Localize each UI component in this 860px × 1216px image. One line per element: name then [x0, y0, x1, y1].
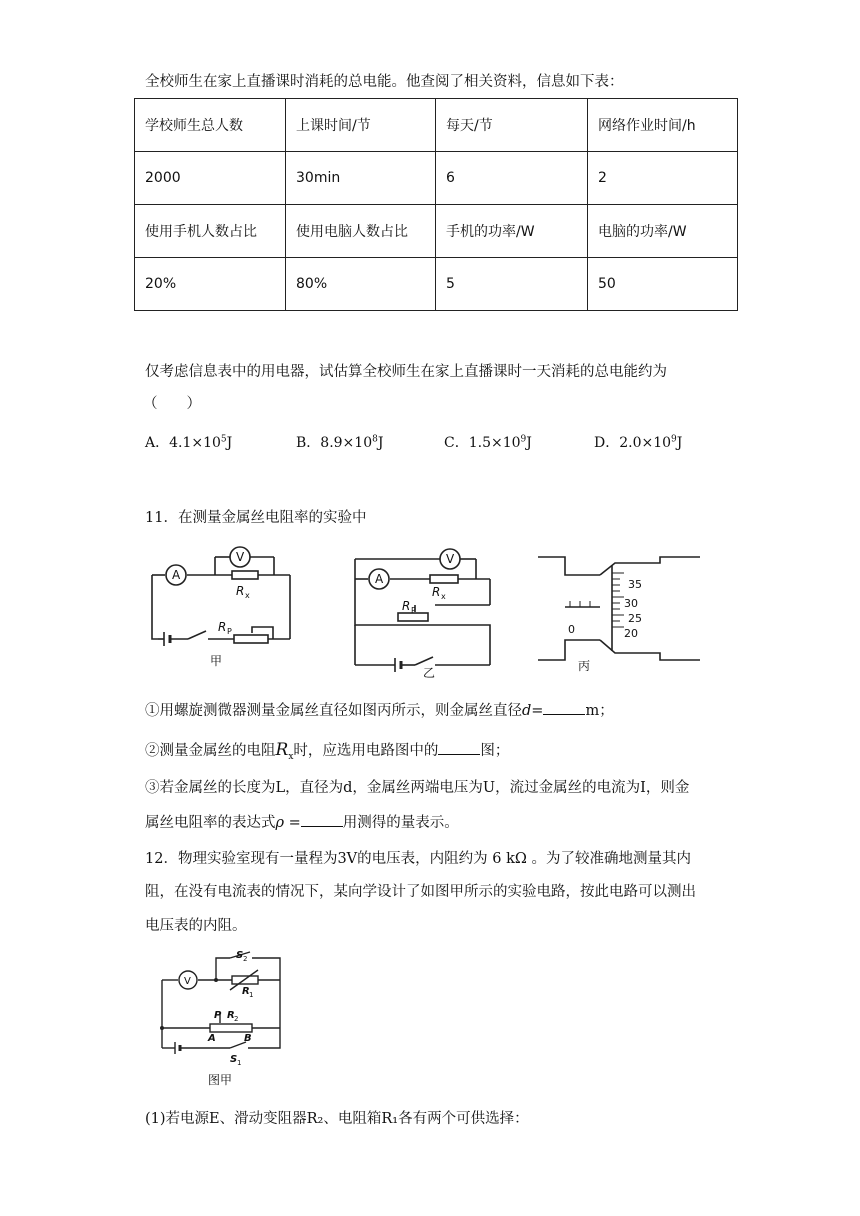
- option-a-exp: 5: [220, 434, 227, 445]
- rx-label-yi: R: [432, 585, 441, 599]
- fig12-s1-sub: 1: [237, 1059, 242, 1067]
- option-c-unit: J: [526, 435, 532, 451]
- answer-blank[interactable]: [438, 740, 480, 755]
- q11-part2-text2: 时，应选用电路图中的: [293, 743, 439, 759]
- q11-part2: [145, 740, 509, 767]
- fig12-s2: S: [236, 950, 244, 961]
- ammeter-label-jia: A: [172, 568, 181, 582]
- option-b-exp: 8: [372, 434, 378, 445]
- answer-blank[interactable]: [301, 812, 343, 827]
- table-cell: 5: [436, 258, 588, 311]
- rx-label-jia: R: [236, 584, 245, 598]
- table-cell: 手机的功率/W: [436, 205, 588, 258]
- q12-part1: (1)若电源E、滑动变阻器R₂、电阻箱R₁各有两个可供选择：: [145, 1111, 529, 1127]
- rx-subscript: x: [288, 751, 294, 762]
- table-cell: 2: [588, 152, 738, 205]
- table-cell: 使用电脑人数占比: [286, 205, 436, 258]
- table-cell: 使用手机人数占比: [135, 205, 286, 258]
- fig12-r2-sub: 2: [234, 1015, 239, 1023]
- table-cell: 学校师生总人数: [135, 99, 286, 152]
- rx-sub-yi: x: [441, 592, 446, 601]
- ammeter-label-yi: A: [375, 572, 384, 586]
- table-row: [135, 152, 738, 205]
- table-cell: 6: [436, 152, 588, 205]
- scale-20: 20: [624, 627, 638, 640]
- fig12-voltmeter: V: [184, 976, 191, 987]
- q10-stem: 仅考虑信息表中的用电器，试估算全校师生在家上直播课时一天消耗的总电能约为: [145, 364, 667, 380]
- info-table: [134, 98, 738, 311]
- q11-part2-text: ②测量金属丝的电阻: [145, 743, 276, 759]
- q11-title: 11．在测量金属丝电阻率的实验中: [145, 510, 367, 526]
- fig12-r1: R: [242, 986, 250, 997]
- fig12-caption: 图甲: [208, 1073, 233, 1087]
- rx-symbol: R: [275, 740, 289, 760]
- figure-12: [150, 948, 290, 1088]
- table-cell: 电脑的功率/W: [588, 205, 738, 258]
- option-c[interactable]: [444, 432, 532, 452]
- table-cell: 每天/节: [436, 99, 588, 152]
- option-d[interactable]: [594, 432, 682, 452]
- scale-30: 30: [624, 597, 638, 610]
- intro-text: 全校师生在家上直播课时消耗的总电能。他查阅了相关资料，信息如下表：: [145, 74, 624, 90]
- fig12-s2-sub: 2: [243, 955, 248, 963]
- q11-part1-eq: =: [531, 703, 544, 719]
- table-cell: 50: [588, 258, 738, 311]
- rx-sub-jia: x: [245, 591, 250, 600]
- table-row: [135, 205, 738, 258]
- table-cell: 上课时间/节: [286, 99, 436, 152]
- option-a-base: A．4.1×10: [145, 435, 221, 451]
- option-d-base: D．2.0×10: [594, 435, 672, 451]
- q11-part3-line2: [145, 812, 459, 833]
- fig12-s1: S: [230, 1054, 238, 1065]
- table-row: [135, 258, 738, 311]
- table-cell: 网络作业时间/h: [588, 99, 738, 152]
- q11-part1-unit: m；: [585, 703, 614, 719]
- option-c-base: C．1.5×10: [444, 435, 521, 451]
- q11-part2-end: 图；: [480, 743, 510, 759]
- scale-zero: 0: [568, 623, 575, 636]
- table-cell: 2000: [135, 152, 286, 205]
- q11-part1: [145, 700, 614, 721]
- scale-25: 25: [628, 612, 642, 625]
- option-b-unit: J: [377, 435, 384, 451]
- fig12-a: A: [208, 1033, 216, 1044]
- fig12-r2: R: [227, 1010, 235, 1021]
- answer-blank[interactable]: [543, 700, 585, 715]
- rp-sub-jia: P: [227, 627, 232, 636]
- option-b[interactable]: [296, 432, 383, 452]
- table-cell: 30min: [286, 152, 436, 205]
- option-d-unit: J: [676, 435, 683, 451]
- q11-part1-var: d: [522, 703, 532, 719]
- voltmeter-label-jia: V: [236, 550, 245, 564]
- q12-line2: 阻，在没有电流表的情况下，某向学设计了如图甲所示的实验电路，按此电路可以测出: [145, 884, 696, 900]
- fig12-r1-sub: 1: [249, 991, 254, 999]
- q11-part1-text: ①用螺旋测微器测量金属丝直径如图丙所示，则金属丝直径: [145, 703, 522, 719]
- q12-line1: 12．物理实验室现有一量程为3V的电压表，内阻约为 6 kΩ 。为了较准确地测量其内: [145, 851, 692, 867]
- caption-jia: 甲: [210, 654, 223, 668]
- figure-11: [140, 545, 700, 680]
- fig12-p: P: [214, 1010, 222, 1021]
- caption-yi: 乙: [423, 666, 436, 680]
- scale-35: 35: [628, 578, 642, 591]
- voltmeter-label-yi: V: [446, 552, 455, 566]
- option-b-base: B．8.9×10: [296, 435, 373, 451]
- q10-paren: （ ）: [143, 396, 201, 412]
- table-cell: 20%: [135, 258, 286, 311]
- q11-part3-text: 属丝电阻率的表达式: [145, 815, 276, 831]
- q11-part3-line1: ③若金属丝的长度为L，直径为d，金属丝两端电压为U，流过金属丝的电流为I，则金: [145, 780, 690, 796]
- caption-bing: 丙: [578, 659, 591, 673]
- option-d-exp: 9: [671, 434, 677, 445]
- rp-sub-yi: P: [411, 606, 416, 615]
- option-a[interactable]: [145, 432, 232, 452]
- option-c-exp: 9: [520, 434, 527, 445]
- option-a-unit: J: [226, 435, 233, 451]
- q11-part3-end: 用测得的量表示。: [342, 815, 459, 831]
- q12-line3: 电压表的内阻。: [145, 918, 247, 934]
- rp-label-yi: R: [402, 599, 411, 613]
- rho-symbol: ρ =: [275, 815, 301, 831]
- table-row: [135, 99, 738, 152]
- table-cell: 80%: [286, 258, 436, 311]
- fig12-b: B: [244, 1033, 252, 1044]
- rp-label-jia: R: [218, 620, 227, 634]
